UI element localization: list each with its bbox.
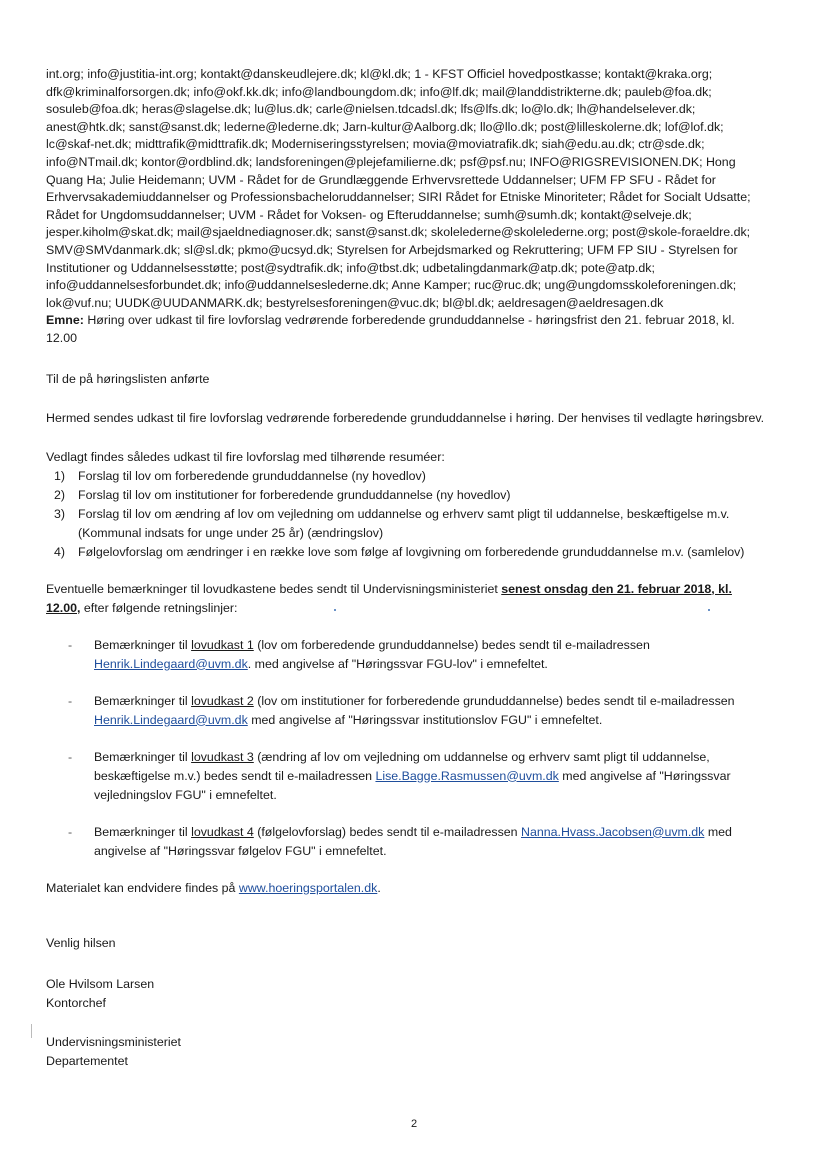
email-link[interactable]: Henrik.Lindegaard@uvm.dk <box>94 656 248 671</box>
draft-item <box>54 486 768 505</box>
draft-text: Følgelovforslag om ændringer i en række love som følge af lovgivning om forberedende grunduddannelse m.v. (samlelov) <box>78 544 745 559</box>
dash-bullet: - <box>68 749 73 764</box>
draft-reference: lovudkast 4 <box>191 824 254 839</box>
draft-reference: lovudkast 3 <box>191 749 254 764</box>
guideline-item <box>46 823 768 861</box>
signer-title: Kontorchef <box>46 995 106 1010</box>
list-intro: Vedlagt findes således udkast til fire lovforslag med tilhørende resuméer: <box>46 449 445 464</box>
guideline-list <box>46 636 768 861</box>
hoeringsportal-link[interactable]: www.hoeringsportalen.dk <box>238 880 378 895</box>
material-paragraph <box>46 879 768 898</box>
subject-line <box>46 312 768 347</box>
dash-bullet: - <box>68 693 73 708</box>
email-link[interactable]: Henrik.Lindegaard@uvm.dk <box>94 712 248 727</box>
guideline-item <box>46 692 768 730</box>
draft-text: Forslag til lov om forberedende grunduddannelse (ny hovedlov) <box>78 468 426 483</box>
draft-list <box>46 467 768 562</box>
guideline-mid: (lov om forberedende grunduddannelse) bedes sendt til e-mailadressen <box>253 637 650 652</box>
email-link[interactable]: Nanna.Hvass.Jacobsen@uvm.dk <box>521 824 705 839</box>
draft-text: Forslag til lov om institutioner for forberedende grunduddannelse (ny hovedlov) <box>78 487 511 502</box>
guideline-mid: (lov om institutioner for forberedende grunduddannelse) bedes sendt til e-mailadressen <box>253 693 735 708</box>
deadline-paragraph <box>46 580 768 618</box>
signer-name: Ole Hvilsom Larsen <box>46 976 155 991</box>
recipient-list: int.org; info@justitia-int.org; kontakt@danskeudlejere.dk; kl@kl.dk; 1 - KFST Officiel hovedpostkasse; kontakt@kraka.org; dfk@kriminalforsorgen.dk; info@okf.kk.dk; info@landboungdom.dk; info@lf.dk; mail@landdistrikterne.dk; pauleb@foa.dk; sosuleb@foa.dk; heras@slagelse.dk; lu@lus.dk; carle@nielsen.tdcadsl.dk; lfs@lfs.dk; lo@lo.dk; lh@handelselever.dk; anest@htk.dk; sanst@sanst.dk; lederne@lederne.dk; Jarn-kultur@Aalborg.dk; llo@llo.dk; post@lilleskolerne.dk; lof@lof.dk; lc@skaf-net.dk; midttrafik@midttrafik.dk; Moderniseringsstyrelsen; movia@moviatrafik.dk; siah@edu.au.dk; ctr@sde.dk; info@NTmail.dk; kontor@ordblind.dk; landsforeningen@plejefamilierne.dk; psf@psf.nu; INFO@RIGSREVISIONEN.DK; Hong Quang Ha; Julie Heidemann; UVM - Rådet for de Grundlæggende Erhvervsrettede Uddannelser; UFM FP SFU - Rådet for Erhvervsakademiuddannelser og Professionsbacheloruddannelser; SIRI Rådet for Etniske Minoriteter; Rådet for Socialt Udsatte; Rådet for Ungdomsuddannelser; UVM - Rådet for Voksen- og Efteruddannelse; sumh@sumh.dk; kontakt@selveje.dk; jesper.kiholm@skat.dk; mail@sjaeldnediagnoser.dk; sanst@sanst.dk; skolelederne@skolelederne.org; post@skole-foraeldre.dk; SMV@SMVdanmark.dk; sl@sl.dk; pkmo@ucsyd.dk; Styrelsen for Arbejdsmarked og Rekruttering; UFM FP SIU - Styrelsen for Institutioner og Uddannelsesstøtte; post@sydtrafik.dk; info@tbst.dk; udbetalingdanmark@atp.dk; pote@atp.dk; info@uddannelsesforbundet.dk; info@uddannelseslederne.dk; Anne Kamper; ruc@ruc.dk; ung@ungdomsskoleforeningen.dk; lok@vuf.nu; UUDK@UUDANMARK.dk; bestyrelsesforeningen@vuc.dk; bl@bl.dk; aeldresagen@aeldresagen.dk <box>46 67 751 310</box>
guideline-mid: (ændring af lov om vejledning om uddannelse og erhverv samt pligt til uddannelse, beskæftigelse m.v.) bedes sendt til e-mailadressen <box>94 749 710 783</box>
guideline-pre: Bemærkninger til <box>94 824 192 839</box>
scan-speck <box>708 609 710 611</box>
guideline-pre: Bemærkninger til <box>94 693 192 708</box>
dash-bullet: - <box>68 824 73 839</box>
draft-number: 2) <box>54 487 66 502</box>
guideline-post: med angivelse af "Høringssvar følgelov FGU" i emnefeltet. <box>94 824 732 858</box>
draft-number: 3) <box>54 506 66 521</box>
greeting: Til de på høringslisten anførte <box>46 371 210 386</box>
guideline-mid: (følgelovforslag) bedes sendt til e-mailadressen <box>253 824 521 839</box>
draft-reference: lovudkast 2 <box>191 693 254 708</box>
email-link[interactable]: Lise.Bagge.Rasmussen@uvm.dk <box>375 768 559 783</box>
guideline-item <box>46 636 768 674</box>
draft-item <box>54 467 768 486</box>
guideline-post: med angivelse af "Høringssvar institutionslov FGU" i emnefeltet. <box>247 712 603 727</box>
dash-bullet: - <box>68 637 73 652</box>
guideline-post: . med angivelse af "Høringssvar FGU-lov" i emnefeltet. <box>247 656 548 671</box>
draft-number: 1) <box>54 468 66 483</box>
draft-text: Forslag til lov om ændring af lov om vejledning om uddannelse og erhverv samt pligt til uddannelse, beskæftigelse m.v. (Kommunal indsats for unge under 25 år) (ændringslov) <box>78 506 730 540</box>
material-after: . <box>377 880 381 895</box>
subject-text: Høring over udkast til fire lovforslag vedrørende forberedende grunduddannelse - høringsfrist den 21. februar 2018, kl. 12.00 <box>46 313 735 345</box>
guideline-pre: Bemærkninger til <box>94 749 192 764</box>
page-number: 2 <box>410 1118 418 1130</box>
letter-page <box>46 66 768 1071</box>
subject-label: Emne: <box>46 313 84 328</box>
deadline-before: Eventuelle bemærkninger til lovudkastene bedes sendt til Undervisningsministeriet <box>46 581 502 596</box>
draft-item <box>54 543 768 562</box>
deadline-date: senest onsdag den 21. februar 2018, kl. 12.00, <box>46 581 732 615</box>
draft-item <box>54 505 768 543</box>
margin-mark <box>31 1024 32 1038</box>
draft-number: 4) <box>54 544 66 559</box>
deadline-after: efter følgende retningslinjer: <box>80 600 238 615</box>
organization-name: Undervisningsministeriet <box>46 1034 181 1049</box>
draft-reference: lovudkast 1 <box>191 637 254 652</box>
scan-speck <box>334 609 336 611</box>
material-before: Materialet kan endvidere findes på <box>46 880 239 895</box>
guideline-post: med angivelse af "Høringssvar vejledningslov FGU" i emnefeltet. <box>94 768 731 802</box>
guideline-pre: Bemærkninger til <box>94 637 192 652</box>
closing: Venlig hilsen <box>46 935 116 950</box>
organization-unit: Departementet <box>46 1053 128 1068</box>
guideline-item <box>46 748 768 805</box>
intro-paragraph: Hermed sendes udkast til fire lovforslag vedrørende forberedende grunduddannelse i høring. Der henvises til vedlagte høringsbrev. <box>46 410 765 425</box>
